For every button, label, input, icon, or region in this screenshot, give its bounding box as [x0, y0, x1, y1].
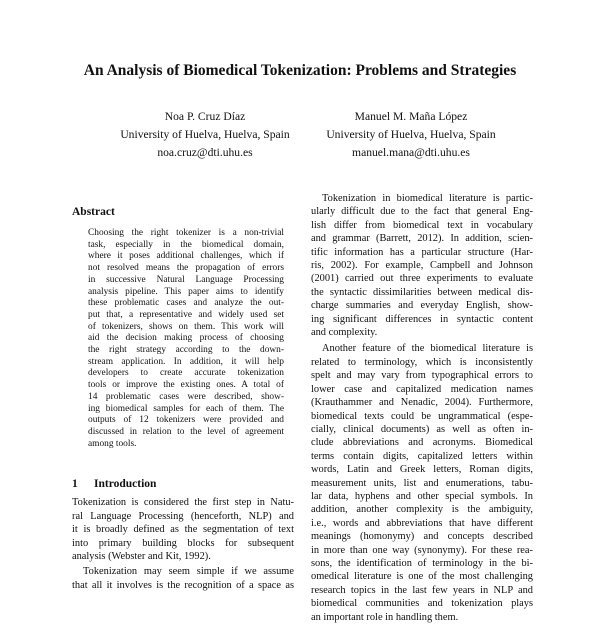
text-line: and grammar (Barrett, 2012). In addition, scien- — [311, 233, 533, 245]
text-line: ing biomedical samples for each of them. The — [88, 403, 284, 414]
intro-paragraph-1 — [72, 496, 294, 563]
text-line: biomedical communities and tokenization plays — [311, 598, 533, 610]
text-line: ris, 2002). For example, Campbell and Johnson — [311, 260, 533, 272]
text-line: (2001) carried out three experiments to evaluate — [311, 273, 533, 285]
abstract-heading: Abstract — [72, 206, 115, 218]
text-line: discussed in relation to the level of agreement — [88, 426, 284, 437]
text-line: clude abbreviations and acronyms. Biomedical — [311, 437, 533, 449]
text-line: tools or improve the existing ones. A total of — [88, 380, 284, 391]
text-line: lish differ from biomedical text in vocabulary — [311, 219, 533, 231]
text-line: in successive Natural Language Processing — [88, 274, 284, 285]
text-line: Tokenization may seem simple if we assume — [83, 566, 294, 578]
text-line: lar data, hyphens and other special symbols. In — [311, 490, 533, 502]
intro-paragraph-2 — [72, 565, 294, 592]
left-column — [72, 206, 294, 594]
text-line: 14 problematic cases were described, show- — [88, 391, 284, 402]
text-line: research topics in the last few years in NLP and — [311, 584, 533, 596]
text-line: lower case and capitalized medication names — [311, 383, 533, 395]
text-line: tific information has a particular structure (Har- — [311, 246, 533, 258]
text-line: not resolved means the propagation of errors — [88, 263, 284, 274]
introduction-heading — [72, 478, 294, 490]
text-line: stream application. In addition, it will help — [88, 356, 284, 367]
text-line: of tokenizers, shows on them. This work will — [88, 321, 284, 332]
text-line: cially, clinical documents) as well as often in- — [311, 423, 533, 435]
text-line: ing significant differences in syntactic content — [311, 313, 533, 325]
text-line: addition, another complexity is the ambiguity, — [311, 504, 533, 516]
right-column — [311, 192, 533, 627]
text-line: Tokenization in biomedical literature is partic- — [322, 193, 533, 204]
section-title: Introduction — [94, 478, 157, 491]
text-line: among tools. — [88, 438, 137, 449]
text-line: ral Language Processing (henceforth, NLP) and — [72, 510, 294, 522]
author-1-email: noa.cruz@dti.uhu.es — [157, 146, 253, 159]
text-line: these problematic cases and analyze the out- — [88, 298, 284, 309]
author-2-affiliation: University of Huelva, Huelva, Spain — [326, 128, 496, 141]
text-line: measurement units, list and enumerations, tabu- — [311, 477, 533, 489]
text-line: in more than one way (synonymy). For these rea- — [311, 544, 533, 556]
text-line: into primary building blocks for subsequent — [72, 537, 294, 549]
abstract-text — [88, 228, 284, 450]
right-paragraph-2 — [311, 342, 533, 624]
text-line: developers to create accurate tokenization — [88, 368, 284, 379]
text-line: related to terminology, which is inconsistently — [311, 356, 533, 368]
text-line: Another feature of the biomedical literature is — [322, 343, 533, 355]
text-line: and complexity. — [311, 327, 378, 339]
text-line: terms contain digits, capitalized letters within — [311, 450, 533, 462]
text-line: Tokenization is considered the first step in Natu- — [72, 497, 294, 509]
text-line: Choosing the right tokenizer is a non-trivial — [88, 228, 284, 238]
author-2 — [296, 108, 526, 162]
text-line: where it poses additional challenges, which if — [88, 251, 284, 262]
author-2-email: manuel.mana@dti.uhu.es — [352, 146, 470, 159]
text-line: analysis pipeline. This paper aims to identify — [88, 286, 284, 297]
text-line: analysis (Webster and Kit, 1992). — [72, 550, 211, 562]
text-line: aid the decision making process of choosing — [88, 333, 284, 344]
right-paragraph-1 — [311, 192, 533, 339]
section-number: 1 — [72, 478, 78, 491]
text-line: task, especially in the biomedical domain, — [88, 239, 284, 250]
paper-title: An Analysis of Biomedical Tokenization: Problems and Strategies — [83, 62, 517, 79]
text-line: sons, the identification of terminology in the bi- — [311, 557, 533, 569]
text-line: an important role in handling them. — [311, 611, 459, 623]
text-line: that all it involves is the recognition of a space as — [72, 579, 294, 591]
text-line: outputs of 12 tokenizers were provided and — [88, 415, 284, 426]
author-1 — [90, 108, 320, 162]
text-line: spelt and may vary from typographical errors to — [311, 370, 533, 382]
text-line: omedical literature is one of the most challenging — [311, 571, 533, 583]
text-line: charge summaries and everyday English, show- — [311, 300, 533, 312]
text-line: it is broadly defined as the segmentation of text — [72, 524, 294, 536]
text-line: (Krauthammer and Nenadic, 2004). Furthermore, — [311, 397, 533, 409]
author-1-name: Noa P. Cruz Díaz — [164, 110, 246, 123]
text-line: i.e., words and abbreviations that have different — [311, 517, 533, 529]
text-line: biomedical texts could be ungrammatical (espe- — [311, 410, 533, 422]
text-line: the right strategy according to the down- — [88, 345, 284, 356]
text-line: the syntactic dissimilarities between medical dis- — [311, 286, 533, 298]
author-1-affiliation: University of Huelva, Huelva, Spain — [120, 128, 290, 141]
text-line: words, Latin and Greek letters, Roman digits, — [311, 464, 533, 476]
text-line: ularly difficult due to the fact that general Eng- — [311, 206, 533, 218]
author-2-name: Manuel M. Maña López — [354, 110, 468, 123]
text-line: meanings (homonymy) and concepts described — [311, 531, 533, 543]
text-line: put that, a representative and widely used set — [88, 309, 284, 320]
